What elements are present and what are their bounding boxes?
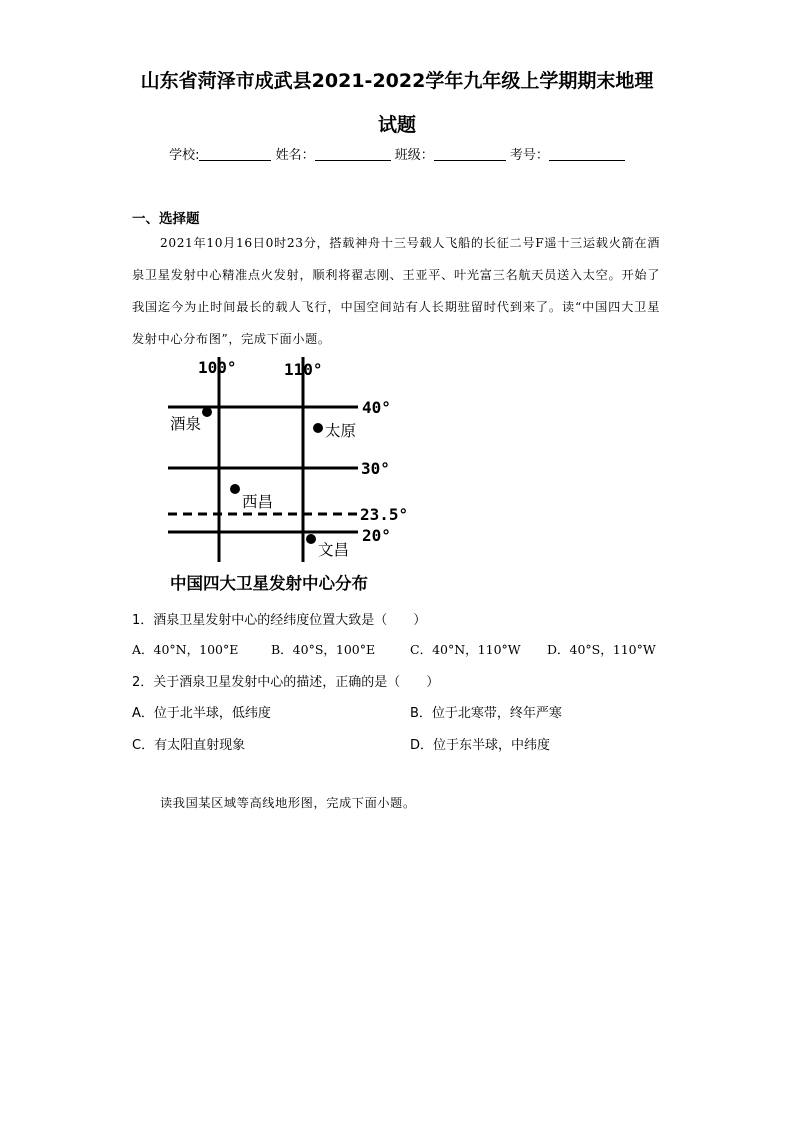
site-label-xichang: 西昌: [242, 493, 274, 511]
taiyuan-dot: [313, 423, 323, 433]
latitude-label-40: 40°: [362, 398, 391, 417]
jiuquan-dot: [202, 407, 212, 417]
map-grid: [168, 357, 358, 562]
exam-no-blank[interactable]: [549, 147, 625, 161]
longitude-label-100: 100°: [198, 358, 237, 377]
longitude-label-110: 110°: [284, 360, 323, 379]
latitude-label-20: 20°: [362, 526, 391, 545]
exam-no-label: 考号：: [509, 148, 549, 163]
section-heading: 一、选择题: [132, 211, 200, 227]
question-1-option-d[interactable]: D．40°S，110°W: [547, 642, 656, 657]
site-label-taiyuan: 太原: [325, 422, 357, 440]
page-title-line2: 试题: [377, 114, 416, 136]
intro-paragraph: 2021年10月16日0时23分，搭载神舟十三号载人飞船的长征二号F遥十三运载火箭在酒泉卫星发射中心精准点火发射，顺利将翟志刚、王亚平、叶光富三名航天员送入太空。开始了我国迄今为止时间最长的载人飞行，中国空间站有人长期驻留时代到来了。读“中国四大卫星发射中心分布图”，完成下面小题。: [132, 236, 660, 346]
question-1-option-b[interactable]: B．40°S，100°E: [271, 642, 376, 657]
student-info-row: [0, 144, 794, 163]
question-1-stem: 1．酒泉卫星发射中心的经纬度位置大致是（ ）: [132, 613, 427, 628]
question-1-option-c[interactable]: C．40°N，110°W: [410, 642, 521, 657]
question-2-option-b[interactable]: B．位于北寒带，终年严寒: [410, 706, 562, 721]
class-blank[interactable]: [434, 147, 506, 161]
site-label-wenchang: 文昌: [318, 541, 350, 559]
map-caption: 中国四大卫星发射中心分布: [170, 574, 368, 593]
next-question-prompt: 读我国某区域等高线地形图，完成下面小题。: [160, 796, 416, 810]
name-blank[interactable]: [315, 147, 391, 161]
question-1-option-a[interactable]: A．40°N，100°E: [132, 642, 239, 657]
school-label: 学校:: [169, 148, 200, 163]
name-label: 姓名：: [275, 148, 315, 163]
xichang-dot: [230, 484, 240, 494]
class-label: 班级：: [394, 148, 434, 163]
question-2-option-a[interactable]: A．位于北半球，低纬度: [132, 706, 271, 721]
latitude-label-23-5: 23.5°: [360, 505, 409, 524]
latitude-label-30: 30°: [361, 459, 390, 478]
wenchang-dot: [306, 534, 316, 544]
school-blank[interactable]: [199, 147, 271, 161]
question-2-option-c[interactable]: C．有太阳直射现象: [132, 738, 246, 753]
question-2-option-d[interactable]: D．位于东半球，中纬度: [410, 738, 551, 753]
page-title: 山东省菏泽市成武县2021-2022学年九年级上学期期末地理: [140, 70, 654, 92]
site-label-jiuquan: 酒泉: [170, 415, 202, 433]
question-2-stem: 2．关于酒泉卫星发射中心的描述，正确的是（ ）: [132, 675, 440, 690]
